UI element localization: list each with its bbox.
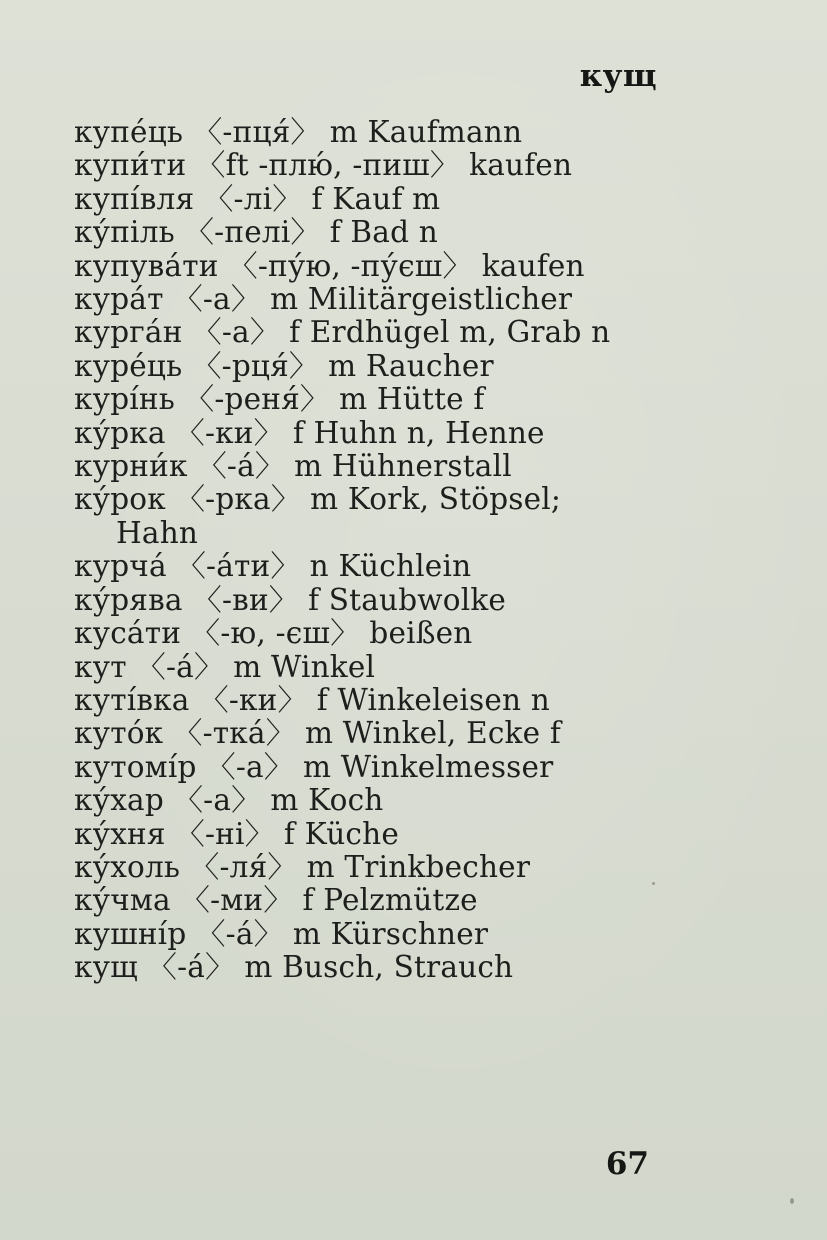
paper-speck bbox=[790, 1198, 794, 1204]
dictionary-entry-continuation bbox=[74, 517, 674, 550]
dictionary-entry: кура́т 〈-а〉 m Militärgeistlicher bbox=[74, 282, 573, 317]
dictionary-entry: купува́ти 〈-пу́ю, -пу́єш〉 kaufen bbox=[74, 248, 585, 283]
dictionary-entry: кушні́р 〈-а́〉 m Kürschner bbox=[74, 916, 489, 951]
dictionary-entry: куті́вка 〈-ки〉 f Winkeleisen n bbox=[74, 682, 550, 717]
dictionary-entry: ку́чма 〈-ми〉 f Pelzmütze bbox=[74, 883, 478, 918]
dictionary-entry: куре́ць 〈-рця́〉 m Raucher bbox=[74, 348, 494, 383]
dictionary-entry: курі́нь 〈-реня́〉 m Hütte f bbox=[74, 382, 485, 417]
dictionary-entry: ку́рка 〈-ки〉 f Huhn n, Henne bbox=[74, 415, 545, 450]
continuation-text: Hahn bbox=[116, 515, 199, 550]
dictionary-entry: куто́к 〈-тка́〉 m Winkel, Ecke f bbox=[74, 716, 561, 751]
paper-speck bbox=[652, 882, 655, 885]
page-number: 67 bbox=[605, 1146, 649, 1182]
dictionary-entry: ку́холь 〈-ля́〉 m Trinkbecher bbox=[74, 849, 531, 884]
dictionary-entry: купи́ти 〈ft -плю́, -пиш〉 kaufen bbox=[74, 148, 573, 183]
dictionary-entry: ку́хня 〈-ні〉 f Küche bbox=[74, 816, 399, 851]
dictionary-entry: курга́н 〈-а〉 f Erdhügel m, Grab n bbox=[74, 315, 611, 350]
dictionary-entry: ку́піль 〈-пелі〉 f Bad n bbox=[74, 215, 438, 250]
entry-list bbox=[74, 116, 674, 985]
running-headword: кущ bbox=[579, 58, 657, 94]
dictionary-entry: кут 〈-а́〉 m Winkel bbox=[74, 649, 376, 684]
dictionary-entry: курча́ 〈-а́ти〉 n Küchlein bbox=[74, 549, 472, 584]
dictionary-entry: куса́ти 〈-ю, -єш〉 beißen bbox=[74, 616, 473, 651]
dictionary-entry: курни́к 〈-а́〉 m Hühnerstall bbox=[74, 449, 512, 484]
dictionary-entry: ку́хар 〈-а〉 m Koch bbox=[74, 783, 384, 818]
dictionary-entry: кущ 〈-а́〉 m Busch, Strauch bbox=[74, 950, 514, 985]
dictionary-entry: купі́вля 〈-лі〉 f Kauf m bbox=[74, 181, 441, 216]
dictionary-entry: ку́рок 〈-рка〉 m Kork, Stöpsel; bbox=[74, 482, 562, 517]
dictionary-entry: кутомі́р 〈-а〉 m Winkelmesser bbox=[74, 749, 554, 784]
dictionary-entry: ку́рява 〈-ви〉 f Staubwolke bbox=[74, 582, 507, 617]
dictionary-entry: купе́ць 〈-пця́〉 m Kaufmann bbox=[74, 115, 523, 149]
